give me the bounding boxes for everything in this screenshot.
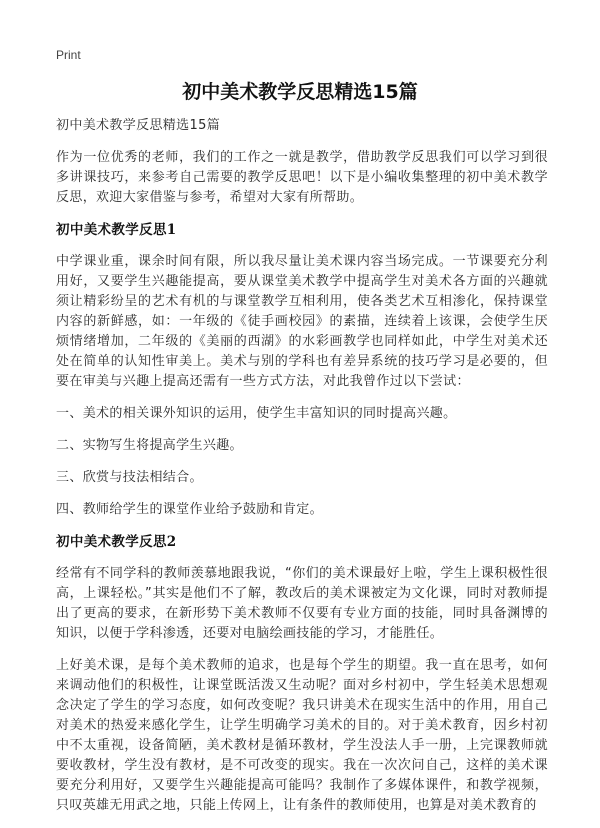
document-body (56, 116, 548, 828)
body-paragraph: 经常有不同学科的教师羡慕地跟我说，“你们的美术课最好上啦，学生上课积极性很高，上课轻松。”其实是他们不了解，教改后的美术课被定为文化课，同时对教师提出了更高的要求，在新形势下美术教师不仅要有专业方面的技能，同时具备渊博的知识，以便于学科渗透，还要对电脑绘画技能的学习，才能胜任。 (56, 566, 548, 641)
list-item: 三、欣赏与技法相结合。 (56, 470, 203, 485)
body-paragraph: 中学课业重，课余时间有限，所以我尽量让美术课内容当场完成。一节课要充分利用好，又要学生兴趣能提高，要从课堂美术教学中提高学生对美术各方面的兴趣就须让精彩纷呈的艺术有机的与课堂教学互相利用，使各类艺术互相渗化，保持课堂内容的新鲜感，如：一年级的《徒手画校园》的素描，连续着上该课，会使学生厌烦情绪增加，二年级的《美丽的西湖》的水彩画教学也同样如此，中学生对美术还处在简单的认知性审美上。美术与别的学科也有差异系统的技巧学习是必要的，但要在审美与兴趣上提高还需有一些方式方法，对此我曾作过以下尝试： (56, 254, 548, 389)
document-title: 初中美术教学反思精选15篇 (182, 81, 418, 103)
list-item: 一、美术的相关课外知识的运用，使学生丰富知识的同时提高兴趣。 (56, 406, 457, 421)
intro-paragraph: 作为一位优秀的老师，我们的工作之一就是教学，借助教学反思我们可以学习到很多讲课技巧，来参考自己需要的教学反思吧！以下是小编收集整理的初中美术教学反思，欢迎大家借鉴与参考，希望对大家有所帮助。 (56, 150, 548, 205)
section-heading: 初中美术教学反思2 (56, 534, 177, 550)
section-heading: 初中美术教学反思1 (56, 222, 177, 238)
print-label: Print (56, 48, 81, 62)
body-paragraph: 上好美术课，是每个美术教师的追求，也是每个学生的期望。我一直在思考，如何来调动他们的积极性，让课堂既活泼又生动呢？面对乡村初中，学生轻美术思想观念决定了学生的学习态度，如何改变呢？我只讲美术在现实生活中的作用，用自己对美术的热爱来感化学生，让学生明确学习美术的目的。对于美术教育，因乡村初中不太重视，设备简陋，美术教材是循环教材，学生没法人手一册，上完课教师就要收教材，学生没有教材，是不可改变的现实。我在一次次问自己，这样的美术课要充分利用好，又要学生兴趣能提高可能吗？我制作了多媒体课件，和教学视频，只叹英雄无用武之地，只能上传网上，让有条件的教师使用，也算是对美术教育的 (56, 658, 548, 813)
list-item: 二、实物写生将提高学生兴趣。 (56, 438, 243, 453)
list-item: 四、教师给学生的课堂作业给予鼓励和肯定。 (56, 502, 324, 517)
document-subtitle: 初中美术教学反思精选15篇 (56, 118, 221, 133)
